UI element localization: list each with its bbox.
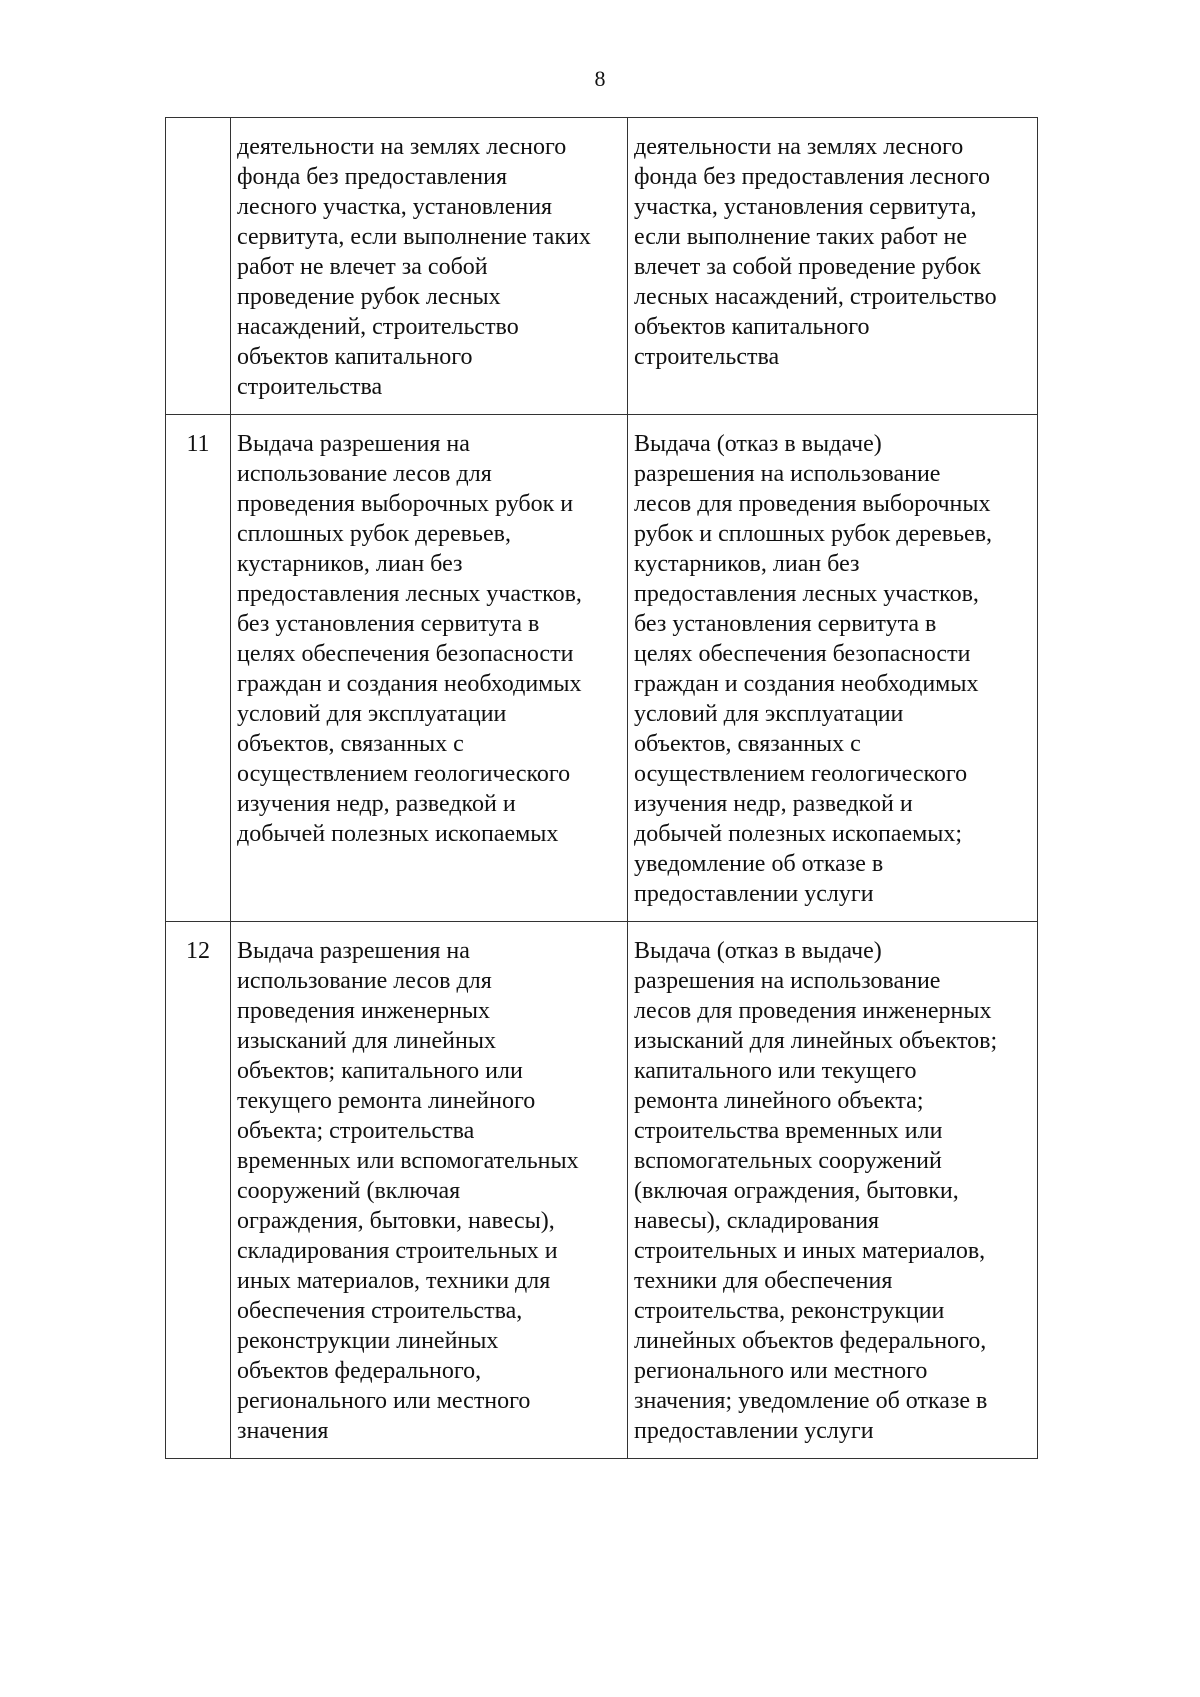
- table-row: [166, 922, 1038, 1459]
- row-number: 11: [166, 415, 231, 922]
- row-number: 12: [166, 922, 231, 1459]
- page-number: 8: [594, 66, 606, 91]
- services-table: [165, 117, 1038, 1459]
- service-result-cell: Выдача (отказ в выдаче) разрешения на использование лесов для проведения выборочных рубок и сплошных рубок деревьев, кустарников, лиан без предоставления лесных участков, без установления сервитута в целях обеспечения безопасности граждан и создания необходимых условий для эксплуатации объектов, связанных с осуществлением геологического изучения недр, разведкой и добычей полезных ископаемых; уведомление об отказе в предоставлении услуги: [628, 415, 1038, 922]
- table-row: [166, 118, 1038, 415]
- row-number: [166, 118, 231, 415]
- table-row: [166, 415, 1038, 922]
- service-name-cell: деятельности на землях лесного фонда без предоставления лесного участка, установления сервитута, если выполнение таких работ не влечет за собой проведение рубок лесных насаждений, строительство объектов капитального строительства: [231, 118, 628, 415]
- service-name-cell: Выдача разрешения на использование лесов для проведения выборочных рубок и сплошных рубок деревьев, кустарников, лиан без предоставления лесных участков, без установления сервитута в целях обеспечения безопасности граждан и создания необходимых условий для эксплуатации объектов, связанных с осуществлением геологического изучения недр, разведкой и добычей полезных ископаемых: [231, 415, 628, 922]
- service-result-cell: деятельности на землях лесного фонда без предоставления лесного участка, установления сервитута, если выполнение таких работ не влечет за собой проведение рубок лесных насаждений, строительство объектов капитального строительства: [628, 118, 1038, 415]
- service-name-cell: Выдача разрешения на использование лесов для проведения инженерных изысканий для линейных объектов; капитального или текущего ремонта линейного объекта; строительства временных или вспомогательных сооружений (включая ограждения, бытовки, навесы), складирования строительных и иных материалов, техники для обеспечения строительства, реконструкции линейных объектов федерального, регионального или местного значения: [231, 922, 628, 1459]
- service-result-cell: Выдача (отказ в выдаче) разрешения на использование лесов для проведения инженерных изысканий для линейных объектов; капитального или текущего ремонта линейного объекта; строительства временных или вспомогательных сооружений (включая ограждения, бытовки, навесы), складирования строительных и иных материалов, техники для обеспечения строительства, реконструкции линейных объектов федерального, регионального или местного значения; уведомление об отказе в предоставлении услуги: [628, 922, 1038, 1459]
